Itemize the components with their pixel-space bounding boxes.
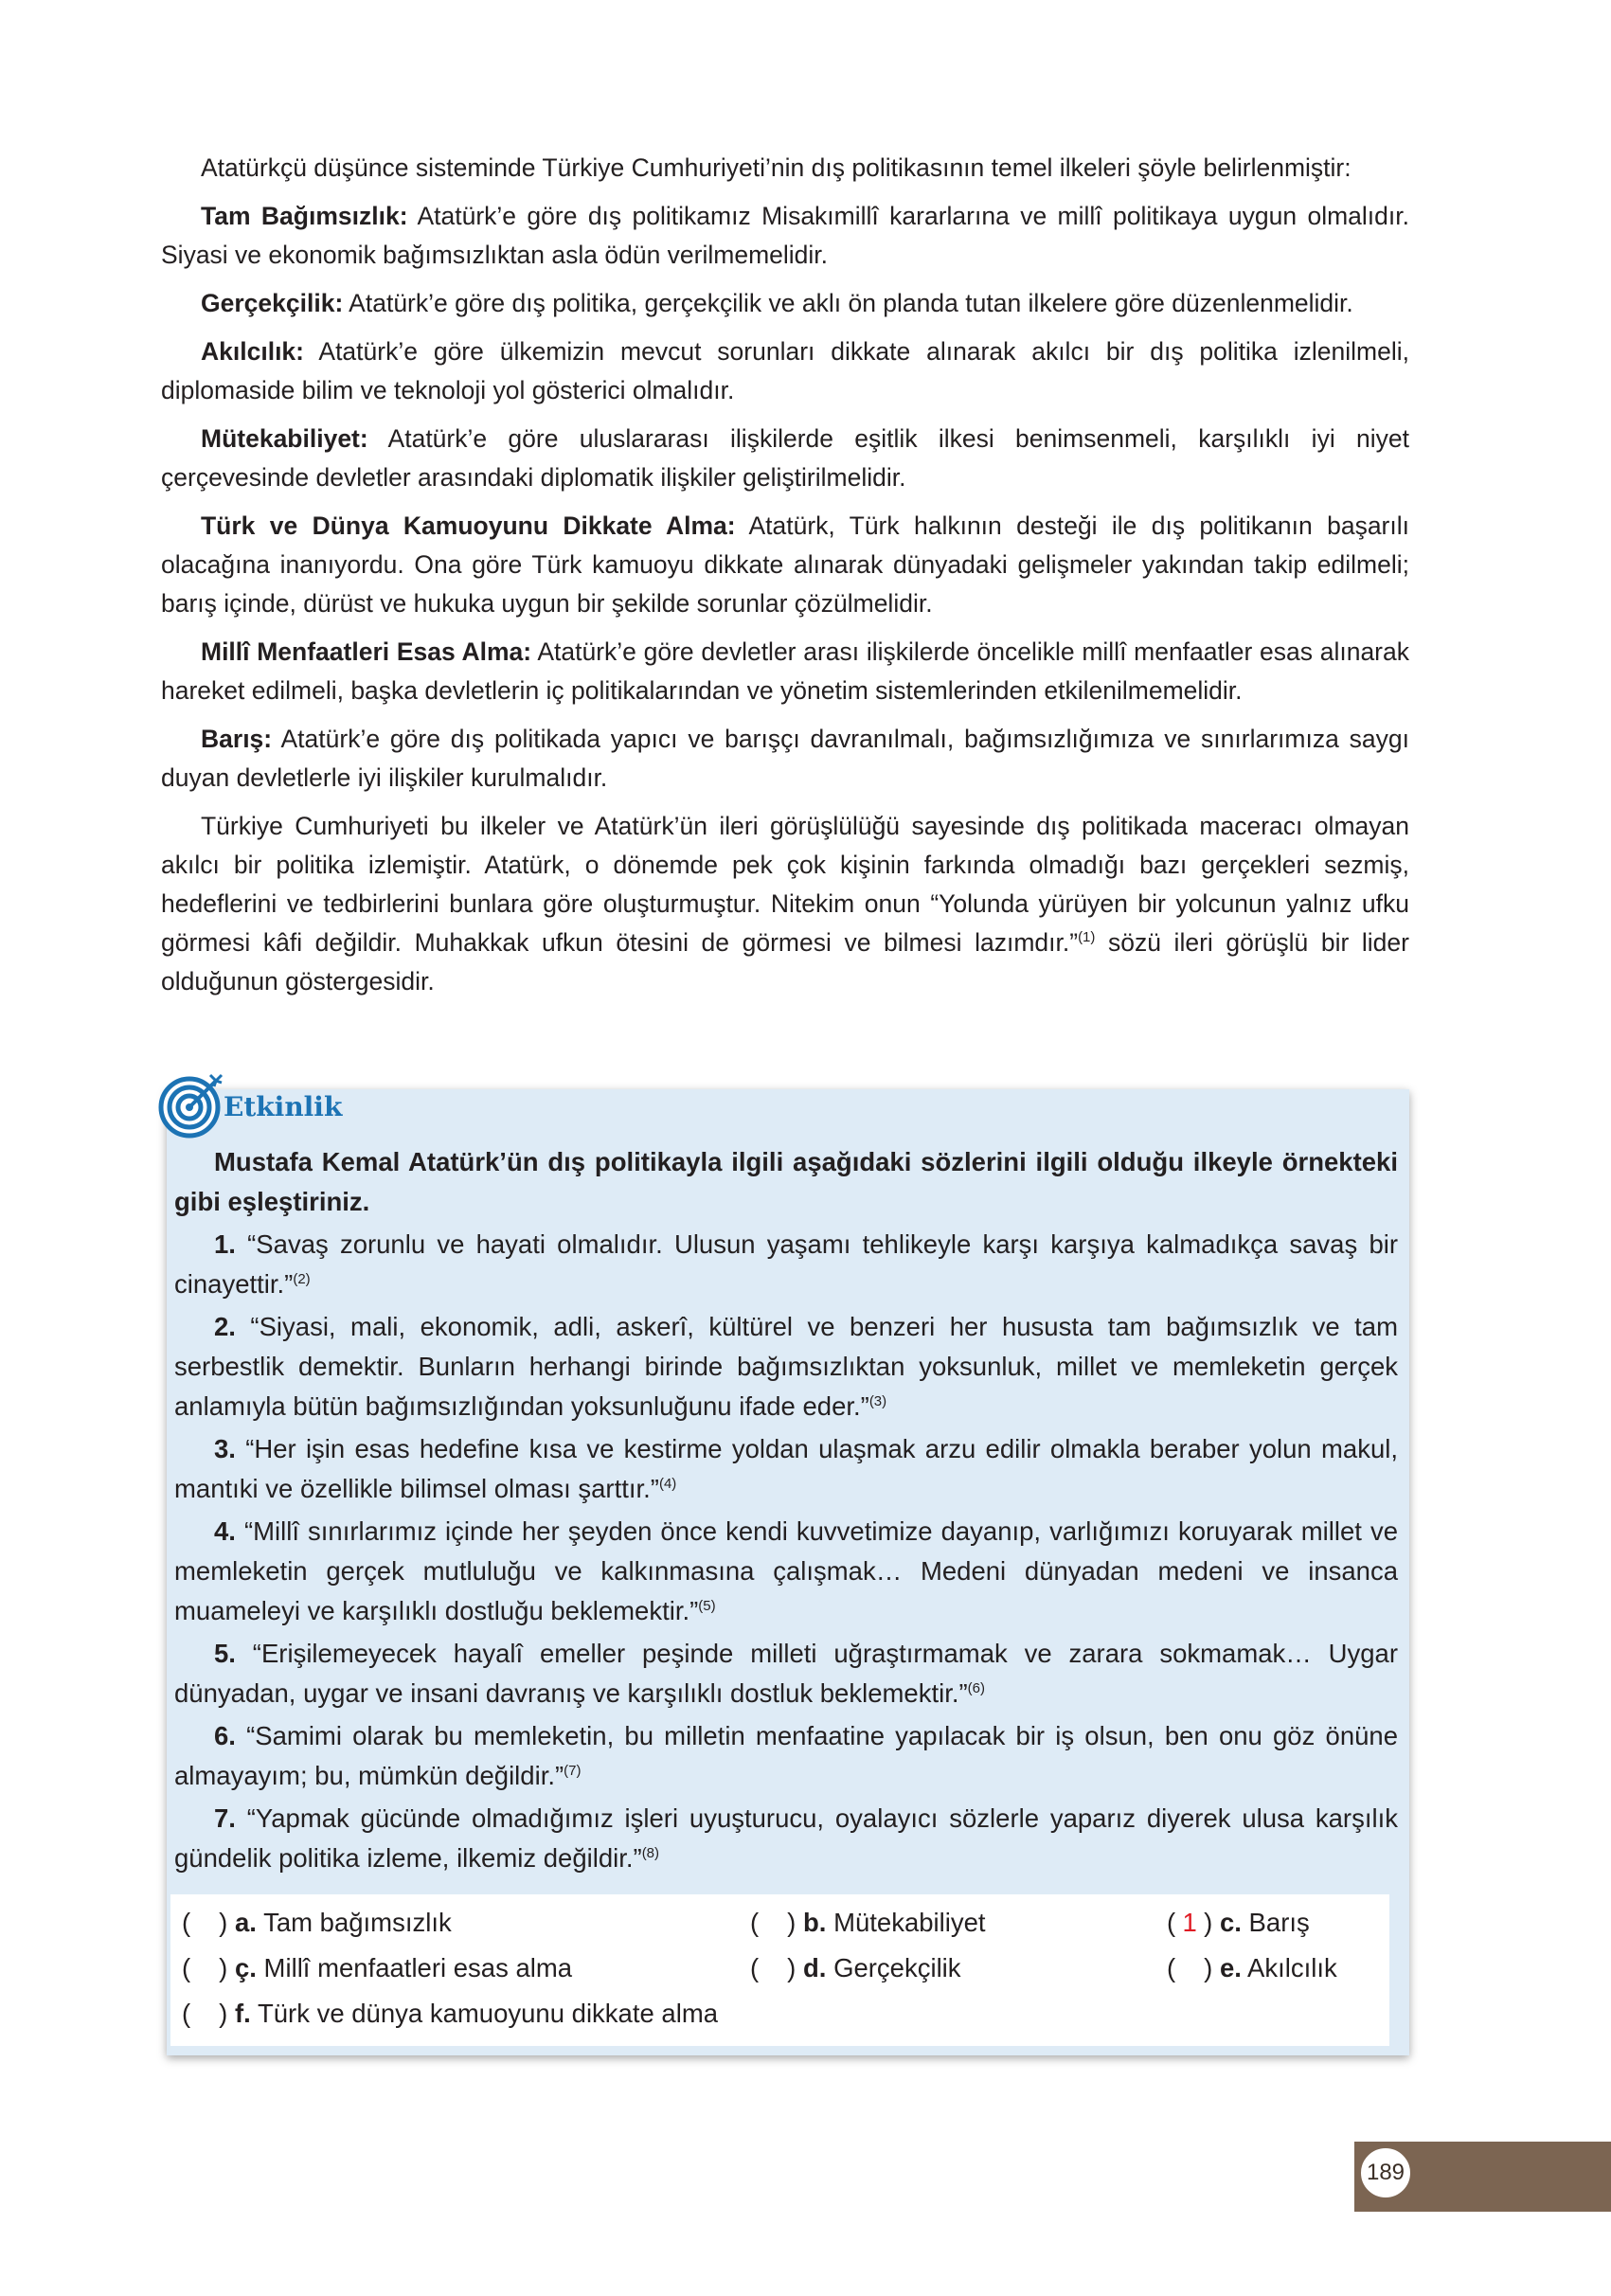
footnote-ref: (1): [1078, 929, 1096, 946]
principle-text: Atatürk’e göre dış politikamız Misakımillî kararlarına ve millî politikaya uygun olmalıdır. Siyasi ve ekonomik bağımsızlıktan asla ödün verilmemelidir.: [161, 202, 1409, 269]
principle-text: Atatürk’e göre devletler arası ilişkilerde öncelikle millî menfaatler esas alınarak hareket edilmeli, başka devletlerin iç politikalarından ve yönetim sistemlerinden etkilenilmemelidir.: [161, 637, 1409, 705]
quote-number: 4.: [214, 1516, 236, 1546]
principle-paragraph: [161, 420, 1409, 497]
footnote-ref: (3): [868, 1392, 887, 1409]
principle-term: Barış:: [201, 725, 273, 753]
page-number: 189: [1356, 2144, 1415, 2202]
activity-header: [155, 1067, 342, 1142]
quote-text: “Millî sınırlarımız içinde her şeyden önce kendi kuvvetimize dayanıp, varlığımızı koruyarak millet ve memleketin gerçek mutluluğu ve kalkınmasına çalışmak… Medeni dünyadan medeni ve insanca muameleyi ve karşılıklı dostluğu beklemektir.”: [174, 1516, 1398, 1625]
option-b[interactable]: ( ) b. Mütekabiliyet: [750, 1908, 986, 1937]
principle-term: Akılcılık:: [201, 337, 304, 366]
matching-options: [170, 1894, 1389, 2046]
footnote-ref: (7): [564, 1762, 582, 1779]
quote-number: 6.: [214, 1721, 236, 1750]
principle-paragraph: [161, 332, 1409, 410]
closing-tail: sözü ileri görüşlü bir lider olduğunun göstergesidir.: [161, 928, 1409, 996]
principle-paragraph: [161, 284, 1409, 323]
principle-text: Atatürk’e göre dış politikada yapıcı ve barışçı davranılmalı, bağımsızlığımıza ve sınırlarımıza saygı duyan devletlerle iyi ilişkiler kurulmalıdır.: [161, 725, 1409, 792]
option-c-cedilla[interactable]: ( ) ç. Millî menfaatleri esas alma: [182, 1953, 573, 1982]
activity-body: [174, 1142, 1398, 1881]
principle-term: Mütekabiliyet:: [201, 424, 368, 453]
main-text: [161, 149, 1409, 1011]
activity-title: Etkinlik: [224, 1090, 343, 1122]
target-icon: [155, 1067, 229, 1141]
principle-term: Gerçekçilik:: [201, 289, 344, 317]
intro-paragraph: Atatürkçü düşünce sisteminde Türkiye Cumhuriyeti’nin dış politikasının temel ilkeleri şöyle belirlenmiştir:: [201, 153, 1351, 182]
option-c[interactable]: ( 1 ) c. Barış: [1167, 1908, 1310, 1937]
principle-paragraph: [161, 507, 1409, 623]
closing-paragraph: [161, 807, 1409, 1001]
footnote-ref: (6): [967, 1679, 985, 1696]
quote-number: 3.: [214, 1434, 236, 1463]
principle-text: Atatürk, Türk halkının desteği ile dış politikanın başarılı olacağına inanıyordu. Ona göre Türk kamuoyu dikkate alınarak dünyadaki gelişmeler yakından takip edilmeli; barış içinde, dürüst ve hukuka uygun bir şekilde sorunlar çözülmelidir.: [161, 511, 1409, 618]
quote-item: [174, 1307, 1398, 1426]
closing-text: Türkiye Cumhuriyeti bu ilkeler ve Atatürk’ün ileri görüşlülüğü sayesinde dış politikada maceracı olmayan akılcı bir politika izlemiştir. Atatürk, o dönemde pek çok kişinin farkında olmadığı bazı gerçekleri sezmiş, hedeflerini ve tedbirlerini bunlara göre oluşturmuştur. Nitekim onun “Yolunda yürüyen bir yolcunun yalnız ufku görmesi kâfi değildir. Muhakkak ufkun ötesini de görmesi ve bilmesi lazımdır.”: [161, 812, 1409, 957]
quote-number: 5.: [214, 1639, 236, 1668]
footnote-ref: (4): [658, 1475, 677, 1492]
principle-term: Tam Bağımsızlık:: [201, 202, 408, 230]
principle-term: Millî Menfaatleri Esas Alma:: [201, 637, 532, 666]
quote-text: “Erişilemeyecek hayalî emeller peşinde milleti uğraştırmamak ve zarara sokmamak… Uygar dünyadan, uygar ve insani davranış ve karşılıklı dostluk beklemektir.”: [174, 1639, 1398, 1708]
footnote-ref: (5): [698, 1597, 716, 1614]
principle-text: Atatürk’e göre uluslararası ilişkilerde eşitlik ilkesi benimsenmeli, karşılıklı iyi niyet çerçevesinde devletler arasındaki diplomatik ilişkiler geliştirilmelidir.: [161, 424, 1409, 492]
quote-text: “Siyasi, mali, ekonomik, adli, askerî, kültürel ve benzeri her hususta tam bağımsızlık ve tam serbestlik demektir. Bunların herhangi birinde bağımsızlıktan yoksunluk, millet ve memleketin gerçek anlamıyla bütün bağımsızlığından yoksunluğunu ifade eder.”: [174, 1312, 1398, 1421]
quote-number: 1.: [214, 1229, 236, 1259]
option-d[interactable]: ( ) d. Gerçekçilik: [750, 1953, 961, 1982]
quote-text: “Samimi olarak bu memleketin, bu milletin menfaatine yapılacak bir iş olsun, ben onu göz önüne almayayım; bu, mümkün değildir.”: [174, 1721, 1398, 1790]
quote-item: [174, 1799, 1398, 1878]
quote-item: [174, 1429, 1398, 1509]
principle-term: Türk ve Dünya Kamuoyunu Dikkate Alma:: [201, 511, 736, 540]
footnote-ref: (2): [293, 1270, 311, 1287]
option-f[interactable]: ( ) f. Türk ve dünya kamuoyunu dikkate alma: [182, 1999, 719, 2028]
quote-number: 2.: [214, 1312, 236, 1341]
quote-item: [174, 1512, 1398, 1631]
quote-item: [174, 1716, 1398, 1796]
quote-text: “Her işin esas hedefine kısa ve kestirme yoldan ulaşmak arzu edilir olmakla beraber yolun makul, mantıki ve özellikle bilimsel olması şarttır.”: [174, 1434, 1398, 1503]
quote-text: “Yapmak gücünde olmadığımız işleri uyuşturucu, oyalayıcı sözlerle yaparız diyerek ulusa karşılık gündelik politika izleme, ilkemiz değildir.”: [174, 1803, 1398, 1873]
principle-paragraph: [161, 633, 1409, 710]
footnote-ref: (8): [641, 1844, 660, 1861]
quote-number: 7.: [214, 1803, 236, 1833]
answer-slot[interactable]: 1: [1182, 1908, 1197, 1937]
quote-text: “Savaş zorunlu ve hayati olmalıdır. Ulusun yaşamı tehlikeyle karşı karşıya kalmadıkça savaş bir cinayettir.”: [174, 1229, 1398, 1299]
principle-text: Atatürk’e göre dış politika, gerçekçilik ve aklı ön planda tutan ilkelere göre düzenlenmelidir.: [343, 289, 1353, 317]
principle-paragraph: [161, 720, 1409, 798]
quote-item: [174, 1225, 1398, 1304]
option-e[interactable]: ( ) e. Akılcılık: [1167, 1953, 1337, 1982]
principle-paragraph: [161, 197, 1409, 275]
quote-item: [174, 1634, 1398, 1713]
option-a[interactable]: ( ) a. Tam bağımsızlık: [182, 1908, 452, 1937]
activity-instruction: Mustafa Kemal Atatürk’ün dış politikayla ilgili aşağıdaki sözlerini ilgili olduğu ilkeyle örnekteki gibi eşleştiriniz.: [174, 1147, 1398, 1216]
principle-text: Atatürk’e göre ülkemizin mevcut sorunları dikkate alınarak akılcı bir dış politika izlenilmeli, diplomaside bilim ve teknoloji yol gösterici olmalıdır.: [161, 337, 1409, 404]
